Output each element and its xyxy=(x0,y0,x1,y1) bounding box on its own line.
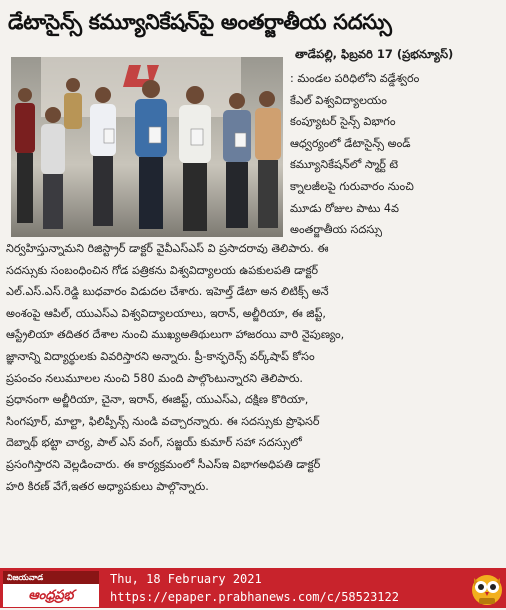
text-line: జ్ఞానాన్ని విద్యార్థులకు వివరిస్తారని అన్నారు. ప్రీ-కాన్ఫరెన్స్ వర్క్‌షాప్ కోసం xyxy=(6,349,315,363)
text-line: మూడు రోజుల పాటు 4వ xyxy=(290,201,399,215)
footer-date: Thu, 18 February 2021 xyxy=(110,572,262,586)
text-line: సదస్సుకు సంబంధించిన గోడ పత్రికను విశ్వవిద్యాలయ ఉపకులపతి డాక్టర్ xyxy=(6,263,319,277)
article-body xyxy=(6,238,502,497)
text-line: ఆస్ట్రేలియా తదితర దేశాల నుంచి ముఖ్యఅతిథులుగా హాజరయి వారి నైపుణ్యం, xyxy=(6,328,345,342)
newspaper-logo xyxy=(2,570,100,608)
group-photo-image xyxy=(11,57,283,237)
side-column-text xyxy=(290,68,502,241)
text-line: ఆధ్వర్యంలో డేటాసైన్స్ అండ్ xyxy=(290,136,411,150)
text-line: ప్రధానంగా అల్జీరియా, చైనా, ఇరాన్, ఈజిప్ట్, యుఎస్ఎ, దక్షిణ కొరియా, xyxy=(6,393,309,407)
footer-url[interactable]: https://epaper.prabhanews.com/c/58523122 xyxy=(110,590,399,604)
text-line: ఎల్.ఎస్.ఎస్.రెడ్డి బుధవారం విడుదల చేశారు. ఇహెల్త్ డేటా అన లిటిక్స్ అనే xyxy=(6,285,329,299)
text-line: ప్రపంచం నలుమూలల నుంచి 580 మంది పాల్గొంటున్నారని తెలిపారు. xyxy=(6,371,303,385)
text-line: అంశంపై ఆపిల్, యుఎస్ఎ విశ్వవిద్యాలయాలు, ఇరాన్, అల్జీరియా, ఈ జిప్ట్, xyxy=(6,306,326,320)
epaper-footer xyxy=(0,568,506,608)
text-line: నిర్వహిస్తున్నామని రిజిస్ట్రార్ డాక్టర్ వైవీఎస్ఎస్ వి ప్రసాదరావు తెలిపారు. ఈ xyxy=(6,242,329,255)
text-line: కమ్యూనికేషన్‌లో స్మార్ట్ టె xyxy=(290,158,399,172)
text-line: కేఎల్ విశ్వవిద్యాలయం xyxy=(290,93,387,107)
dateline: తాడేపల్లి, ఫిబ్రవరి 17 (ప్రభన్యూస్) xyxy=(295,47,454,61)
text-line: కంప్యూటర్ సైన్స్ విభాగం xyxy=(290,115,396,129)
text-line: సింగపూర్, మాల్టా, ఫిలిప్పీన్స్ నుండి వచ్చారన్నారు. ఈ సదస్సుకు ప్రొఫెసర్ xyxy=(6,414,320,428)
text-line: క్నాలజీలపై గురువారం నుంచి xyxy=(290,179,414,193)
brand-name: ఆంధ్రప్రభ xyxy=(28,588,74,603)
text-line: : మండల పరిధిలోని వడ్డేశ్వరం xyxy=(290,72,420,85)
text-line: అంతర్జాతీయ సదస్సు xyxy=(290,223,383,237)
text-line: హరి కిరణ్ వేగే,ఇతర అధ్యాపకులు పాల్గొన్నారు. xyxy=(6,479,209,493)
text-line: ప్రసంగిస్తారని వెల్లడించారు. ఈ కార్యక్రమంలో సీఎస్ఇ విభాగఅధిపతి డాక్టర్ xyxy=(6,457,321,471)
text-line: దెబ్నాథ్ భట్టా చార్య, పాల్ ఎస్ వంగ్, సజ్జయ్ కుమార్ సహా సదస్సులో xyxy=(6,436,302,450)
owl-mascot-icon xyxy=(470,570,504,606)
news-photo xyxy=(11,57,283,237)
edition-label: విజయవాడ xyxy=(3,571,99,584)
headline: డేటాసైన్స్ కమ్యూనికేషన్‌పై అంతర్జాతీయ సదస్సు xyxy=(8,10,392,34)
